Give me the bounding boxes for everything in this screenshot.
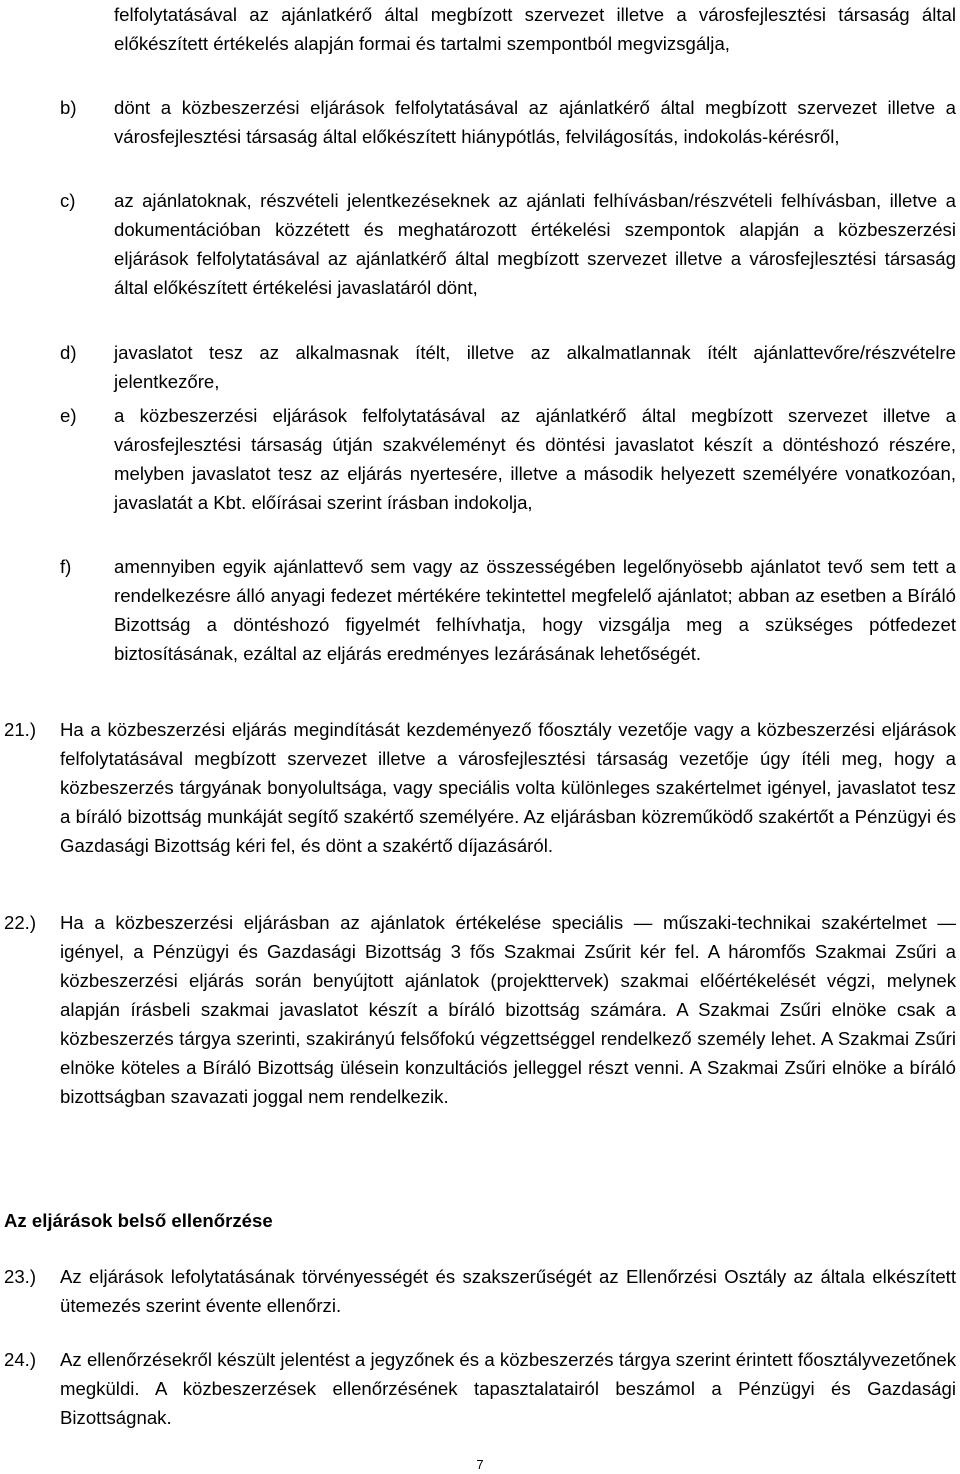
sub-item-text: javaslatot tesz az alkalmasnak ítélt, illetve az alkalmatlannak ítélt ajánlattevőre/részvételre jelentkezőre, [114,342,956,392]
sub-item-label: e) [60,405,77,426]
sub-item-label: b) [60,97,77,118]
sub-item-label: c) [60,190,76,211]
numbered-item-label: 24.) [4,1349,37,1370]
numbered-item-text: Az eljárások lefolytatásának törvényességét és szakszerűségét az Ellenőrzési Osztály az általa elkészített ütemezés szerint évente ellenőrzi. [60,1266,956,1316]
numbered-item-label: 23.) [4,1266,37,1287]
numbered-item-text: Ha a közbeszerzési eljárásban az ajánlatok értékelése speciális — műszaki-technikai szakértelmet — igényel, a Pénzügyi és Gazdasági Bizottság 3 fős Szakmai Zsűrit kér fel. A háromfős Szakmai Zsűri a közbeszerzési eljárás során benyújtott ajánlatok (projekttervek) szakmai előértékelését végzi, melynek alapján írásbeli szakmai javaslatot készít a bíráló bizottság számára. A Szakmai Zsűri elnöke csak a közbeszerzés tárgya szerinti, szakirányú felsőfokú végzettséggel rendelkező személy lehet. A Szakmai Zsűri elnöke köteles a Bíráló Bizottság ülésein konzultációs jelleggel részt venni. A Szakmai Zsűri elnöke a bíráló bizottságban szavazati joggal nem rendelkezik. [60,912,956,1107]
sub-item-text: a közbeszerzési eljárások felfolytatásával az ajánlatkérő által megbízott szervezet illetve a városfejlesztési társaság útján szakvéleményt és döntési javaslatot készít a döntéshozó részére, melyben javaslatot tesz az eljárás nyertesére, illetve a második helyezett személyére vonatkozóan, javaslatát a Kbt. előírásai szerint írásban indokolja, [114,405,956,513]
intro-paragraph: felfolytatásával az ajánlatkérő által megbízott szervezet illetve a városfejlesztési társaság által előkészített értékelés alapján formai és tartalmi szempontból megvizsgálja, [114,4,956,54]
numbered-item-label: 21.) [4,719,37,740]
numbered-item-label: 22.) [4,912,37,933]
numbered-item-text: Az ellenőrzésekről készült jelentést a jegyzőnek és a közbeszerzés tárgya szerint érintett főosztályvezetőnek megküldi. A közbeszerzések ellenőrzésének tapasztalatairól beszámol a Pénzügyi és Gazdasági Bizottságnak. [60,1349,956,1428]
sub-item-text: az ajánlatoknak, részvételi jelentkezéseknek az ajánlati felhívásban/részvételi felhívásban, illetve a dokumentációban közzétett és meghatározott értékelési szempontok alapján a közbeszerzési eljárások felfolytatásával az ajánlatkérő által megbízott szervezet illetve a városfejlesztési társaság által előkészített értékelési javaslatáról dönt, [114,190,956,298]
sub-item-label: d) [60,342,77,363]
sub-item-text: dönt a közbeszerzési eljárások felfolytatásával az ajánlatkérő által megbízott szervezet illetve a városfejlesztési társaság által előkészített hiánypótlás, felvilágosítás, indokolás-kérésről, [114,97,956,147]
page-number: 7 [476,1457,484,1472]
sub-item-text: amennyiben egyik ajánlattevő sem vagy az összességében legelőnyösebb ajánlatot tevő sem tett a rendelkezésre álló anyagi fedezet mértékére tekintettel megfelelő ajánlatot; abban az esetben a Bíráló Bizottság a döntéshozó figyelmét felhívhatja, hogy vizsgálja meg a szükséges pótfedezet biztosításának, ezáltal az eljárás eredményes lezárásának lehetőségét. [114,556,956,664]
numbered-item-text: Ha a közbeszerzési eljárás megindítását kezdeményező főosztály vezetője vagy a közbeszerzési eljárások felfolytatásával megbízott szervezet illetve a városfejlesztési társaság vezetője úgy ítéli meg, hogy a közbeszerzés tárgyának bonyolultsága, vagy speciális volta különleges szakértelmet igényel, javaslatot tesz a bíráló bizottság munkáját segítő szakértő személyére. Az eljárásban közreműködő szakértőt a Pénzügyi és Gazdasági Bizottság kéri fel, és dönt a szakértő díjazásáról. [60,719,956,856]
section-heading: Az eljárások belső ellenőrzése [4,1210,273,1231]
sub-item-label: f) [60,556,72,577]
